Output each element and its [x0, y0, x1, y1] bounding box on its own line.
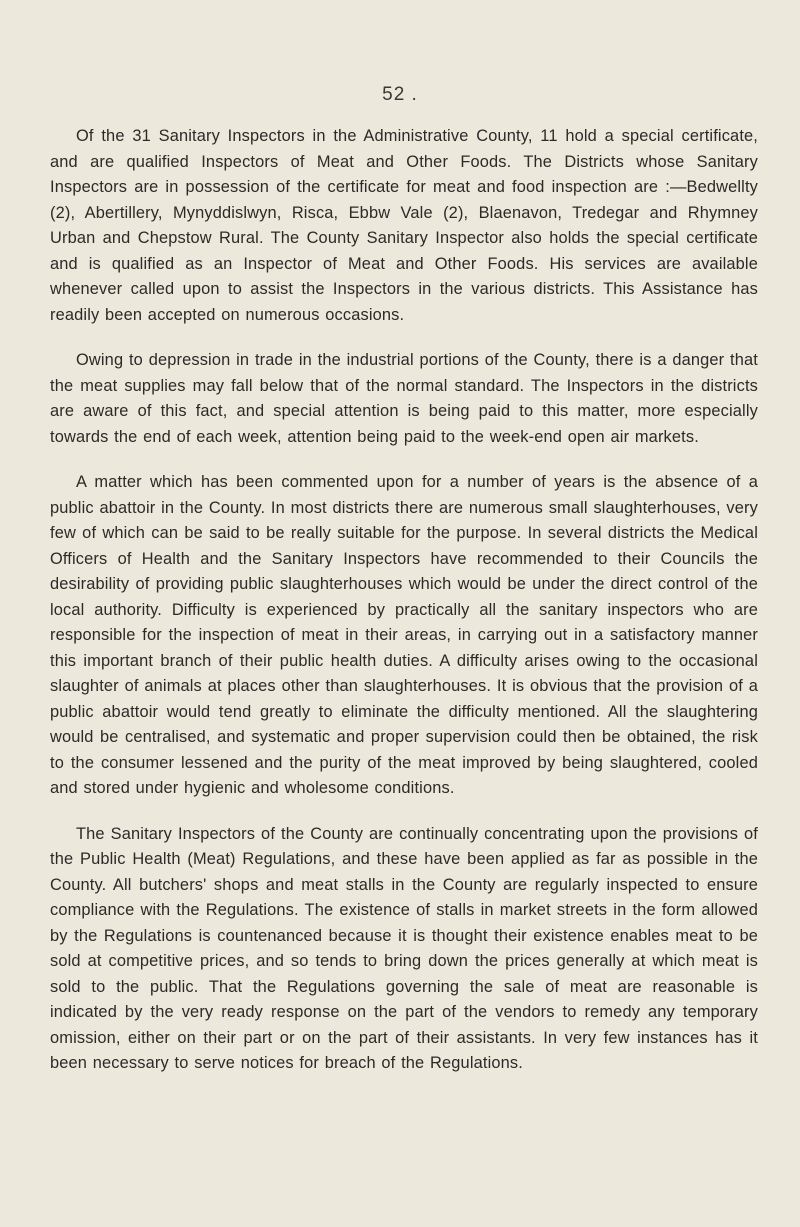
paragraph-meat-inspectors: Of the 31 Sanitary Inspectors in the Administrative County, 11 hold a special certificate, and are qualified Inspectors of Meat and Other Foods. The Districts whose Sanitary Inspectors are in possession of the certificate for meat and food inspection are :—Bedwellty (2), Abertillery, Mynyddislwyn, Risca, Ebbw Vale (2), Blaenavon, Tredegar and Rhymney Urban and Chepstow Rural. The County Sanitary Inspector also holds the special certificate and is qualified as an Inspector of Meat and Other Foods. His services are available whenever called upon to assist the Inspectors in the various districts. This Assistance has readily been accepted on numerous occasions.	[50, 127, 758, 324]
paragraph-public-abattoir: A matter which has been commented upon for a number of years is the absence of a public abattoir in the County. In most districts there are numerous small slaughterhouses, very few of which can be said to be really suitable for the purpose. In several districts the Medical Officers of Health and the Sanitary Inspectors have recommended to their Councils the desirability of providing public slaughterhouses which would be under the direct control of the local authority. Difficulty is experienced by practically all the sanitary inspectors who are responsible for the inspection of meat in their areas, in carrying out in a satisfactory manner this important branch of their public health duties. A difficulty arises owing to the occasional slaughter of animals at places other than slaughterhouses. It is obvious that the provision of a public abattoir would tend greatly to eliminate the difficulty mentioned. All the slaughtering would be centralised, and systematic and proper supervision could then be obtained, the risk to the consumer lessened and the purity of the meat improved by being slaughtered, cooled and stored under hygienic and wholesome conditions.	[50, 473, 758, 797]
report-body	[50, 124, 758, 1097]
paragraph-meat-regulations: The Sanitary Inspectors of the County are continually concentrating upon the provisions of the Public Health (Meat) Regulations, and these have been applied as far as possible in the County. All butchers' shops and meat stalls in the County are regularly inspected to ensure compliance with the Regulations. The existence of stalls in market streets in the form allowed by the Regulations is countenanced because it is thought their existence enables meat to be sold at competitive prices, and so tends to bring down the prices generally at which meat is sold to the public. That the Regulations governing the sale of meat are reasonable is indicated by the very ready response on the part of the vendors to remedy any temporary omission, either on their part or on the part of their assistants. In very few instances has it been necessary to serve notices for breach of the Regulations.	[50, 824, 758, 1072]
paragraph-meat-supplies: Owing to depression in trade in the industrial portions of the County, there is a danger that the meat supplies may fall below that of the normal standard. The Inspectors in the districts are aware of this fact, and special attention is being paid to this matter, more especially towards the end of each week, attention being paid to the week-end open air markets.	[50, 351, 758, 446]
page-number: 52 .	[382, 84, 418, 105]
